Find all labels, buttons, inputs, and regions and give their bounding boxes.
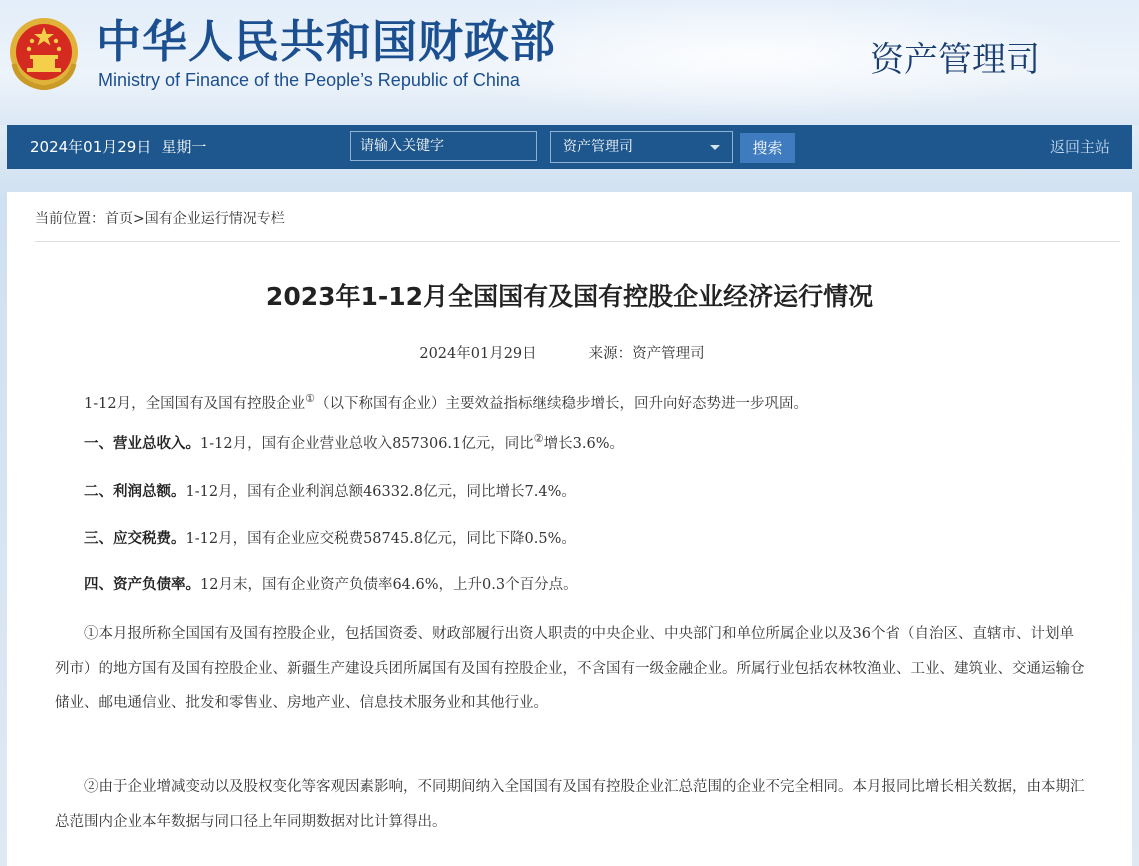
- search-button[interactable]: 搜索: [740, 133, 795, 163]
- footnote-1: ①本月报所称全国国有及国有控股企业，包括国资委、财政部履行出资人职责的中央企业、中央部门和单位所属企业以及36个省（自治区、直辖市、计划单列市）的地方国有及国有控股企业、新疆生产建设兵团所属国有及国有控股企业，不含国有一级金融企业。所属行业包括农林牧渔业、工业、建筑业、交通运输仓储业、邮电通信业、批发和零售业、房地产业、信息技术服务业和其他行业。: [55, 626, 1085, 711]
- intro-paragraph: [55, 387, 1085, 421]
- search-input[interactable]: [350, 131, 537, 161]
- article-title: 2023年1-12月全国国有及国有控股企业经济运行情况: [265, 282, 874, 311]
- item-text: 1-12月，国有企业应交税费58745.8亿元，同比下降0.5%。: [185, 531, 576, 547]
- ministry-name-en: Ministry of Finance of the People’s Republic of China: [98, 70, 520, 90]
- ministry-name-cn: 中华人民共和国财政部: [96, 15, 557, 68]
- return-home-link[interactable]: 返回主站: [1049, 138, 1110, 156]
- item-heading: 四、资产负债率。: [84, 577, 200, 593]
- item-revenue: [55, 427, 1085, 461]
- department-title: 资产管理司: [870, 40, 1040, 80]
- chevron-down-icon: [710, 145, 720, 150]
- breadcrumb-separator: >: [133, 211, 145, 227]
- intro-text-cont: （以下称国有企业）主要效益指标继续稳步增长，回升向好态势进一步巩固。: [314, 396, 808, 412]
- nav-bar: [7, 125, 1132, 169]
- breadcrumb-prefix: 当前位置：: [35, 211, 105, 227]
- item-heading: 一、营业总收入。: [84, 436, 200, 452]
- article-meta: [7, 344, 1117, 364]
- item-heading: 二、利润总额。: [84, 484, 186, 500]
- item-text: 1-12月，国有企业营业总收入857306.1亿元，同比: [200, 436, 534, 452]
- article-date: 2024年01月29日: [419, 346, 537, 362]
- footnote-2: ②由于企业增减变动以及股权变化等客观因素影响，不同期间纳入全国国有及国有控股企业汇总范围的企业不完全相同。本月报同比增长相关数据，由本期汇总范围内企业本年数据与同口径上年同期数据对比计算得出。: [55, 779, 1085, 830]
- intro-text: 1-12月，全国国有及国有控股企业: [84, 396, 306, 412]
- department-select[interactable]: [550, 131, 733, 163]
- department-select-value: 资产管理司: [563, 139, 633, 155]
- item-text-cont: 增长3.6%。: [543, 436, 624, 452]
- breadcrumb: [35, 209, 285, 229]
- footnote-ref-2[interactable]: ②: [533, 432, 544, 445]
- item-debt-ratio: [55, 568, 1085, 602]
- weekday-text: 星期一: [161, 138, 207, 156]
- site-header: [0, 0, 1139, 125]
- article-panel: [7, 192, 1132, 866]
- footnote-ref-1[interactable]: ①: [305, 392, 315, 405]
- item-text: 1-12月，国有企业利润总额46332.8亿元，同比增长7.4%。: [185, 484, 576, 500]
- national-emblem-icon: [8, 14, 80, 90]
- item-profit: [55, 475, 1085, 509]
- item-heading: 三、应交税费。: [84, 531, 186, 547]
- breadcrumb-home-link[interactable]: 首页: [105, 211, 133, 227]
- source-label: 来源：: [588, 346, 633, 362]
- article-source: 资产管理司: [632, 346, 705, 362]
- current-date: [30, 125, 206, 169]
- date-text: 2024年01月29日: [30, 138, 152, 156]
- item-text: 12月末，国有企业资产负债率64.6%，上升0.3个百分点。: [200, 577, 578, 593]
- item-tax: [55, 522, 1085, 556]
- divider: [35, 241, 1120, 242]
- breadcrumb-column-link[interactable]: 国有企业运行情况专栏: [144, 211, 285, 227]
